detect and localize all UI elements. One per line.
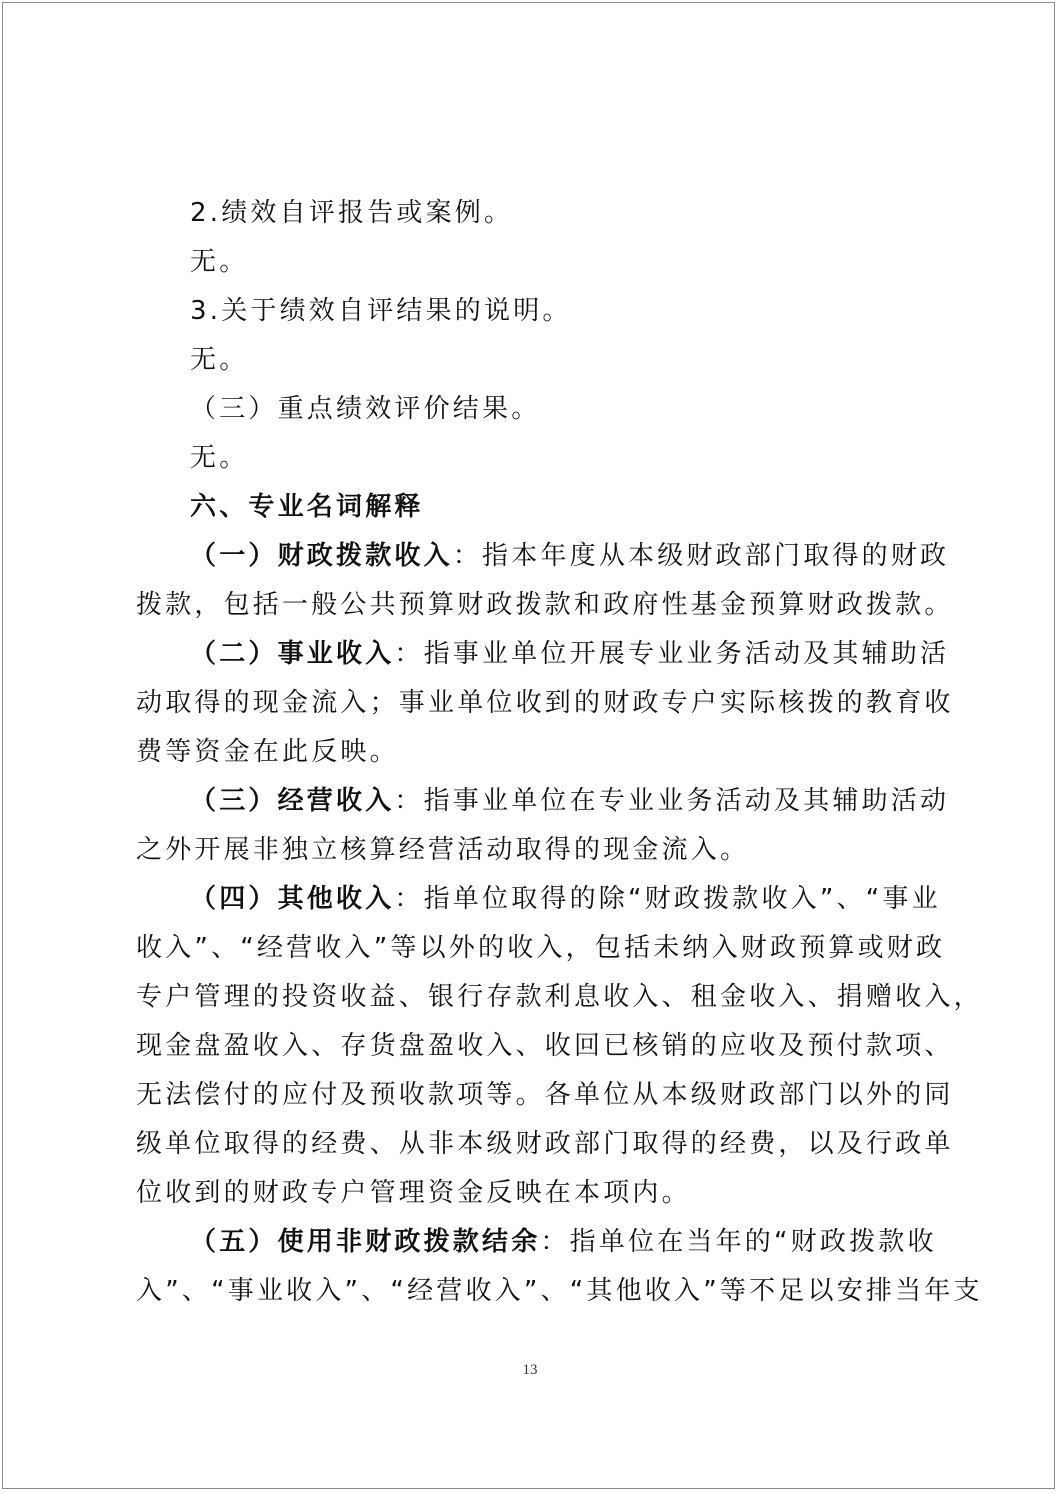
text-line xyxy=(136,686,954,720)
definition-line xyxy=(190,1225,937,1259)
line-text: 无。 xyxy=(190,345,249,375)
line-text: ：指事业单位开展专业业务活动及其辅助活 xyxy=(394,639,950,669)
heading-text: 六、专业名词解释 xyxy=(190,492,424,522)
line-text: 入”、“事业收入”、“经营收入”、“其他收入”等不足以安排当年支 xyxy=(136,1276,983,1306)
text-line xyxy=(190,196,513,230)
text-line xyxy=(136,833,749,867)
definition-line xyxy=(190,784,949,818)
line-text: 无。 xyxy=(190,247,249,277)
line-text: 收入”、“经营收入”等以外的收入，包括未纳入财政预算或财政 xyxy=(136,933,946,963)
text-line xyxy=(190,441,248,475)
line-text: 动取得的现金流入；事业单位收到的财政专户实际核拨的教育收 xyxy=(136,688,954,718)
text-line xyxy=(190,343,248,377)
line-text: ：指单位取得的除“财政拨款收入”、“事业 xyxy=(394,884,941,914)
text-line xyxy=(136,588,954,622)
line-text: 拨款，包括一般公共预算财政拨款和政府性基金预算财政拨款。 xyxy=(136,590,954,620)
text-line xyxy=(136,980,983,1014)
text-line xyxy=(136,1127,954,1161)
line-text: 费等资金在此反映。 xyxy=(136,737,399,767)
text-line xyxy=(190,294,572,328)
term-label: （二）事业收入 xyxy=(190,639,395,669)
line-text: ：指事业单位在专业业务活动及其辅助活动 xyxy=(394,786,950,816)
page-number: 13 xyxy=(522,1362,538,1378)
text-line xyxy=(136,735,399,769)
definition-line xyxy=(190,637,949,671)
line-text: 级单位取得的经费、从非本级财政部门取得的经费，以及行政单 xyxy=(136,1129,954,1159)
line-text: 无。 xyxy=(190,443,249,473)
definition-line xyxy=(190,539,949,573)
term-label: （一）财政拨款收入 xyxy=(190,541,453,571)
line-text: ：指本年度从本级财政部门取得的财政 xyxy=(452,541,950,571)
text-line xyxy=(136,1078,954,1112)
text-line xyxy=(136,1029,954,1063)
line-text: 3.关于绩效自评结果的说明。 xyxy=(190,296,572,326)
term-label: （四）其他收入 xyxy=(190,884,395,914)
term-label: （三）经营收入 xyxy=(190,786,395,816)
line-text: 位收到的财政专户管理资金反映在本项内。 xyxy=(136,1178,691,1208)
term-label: （五）使用非财政拨款结余 xyxy=(190,1227,541,1257)
line-text: ：指单位在当年的“财政拨款收 xyxy=(540,1227,937,1257)
text-line xyxy=(136,1176,691,1210)
definition-line xyxy=(190,882,941,916)
line-text: 专户管理的投资收益、银行存款利息收入、租金收入、捐赠收入， xyxy=(136,982,983,1012)
section-heading xyxy=(190,490,424,524)
line-text: 之外开展非独立核算经营活动取得的现金流入。 xyxy=(136,835,750,865)
text-line xyxy=(190,392,540,426)
line-text: 2.绩效自评报告或案例。 xyxy=(190,198,514,228)
line-text: 无法偿付的应付及预收款项等。各单位从本级财政部门以外的同 xyxy=(136,1080,954,1110)
text-line xyxy=(190,245,248,279)
line-text: 现金盘盈收入、存货盘盈收入、收回已核销的应收及预付款项、 xyxy=(136,1031,954,1061)
line-text: （三）重点绩效评价结果。 xyxy=(190,394,541,424)
text-line xyxy=(136,931,945,965)
text-line xyxy=(136,1274,983,1308)
